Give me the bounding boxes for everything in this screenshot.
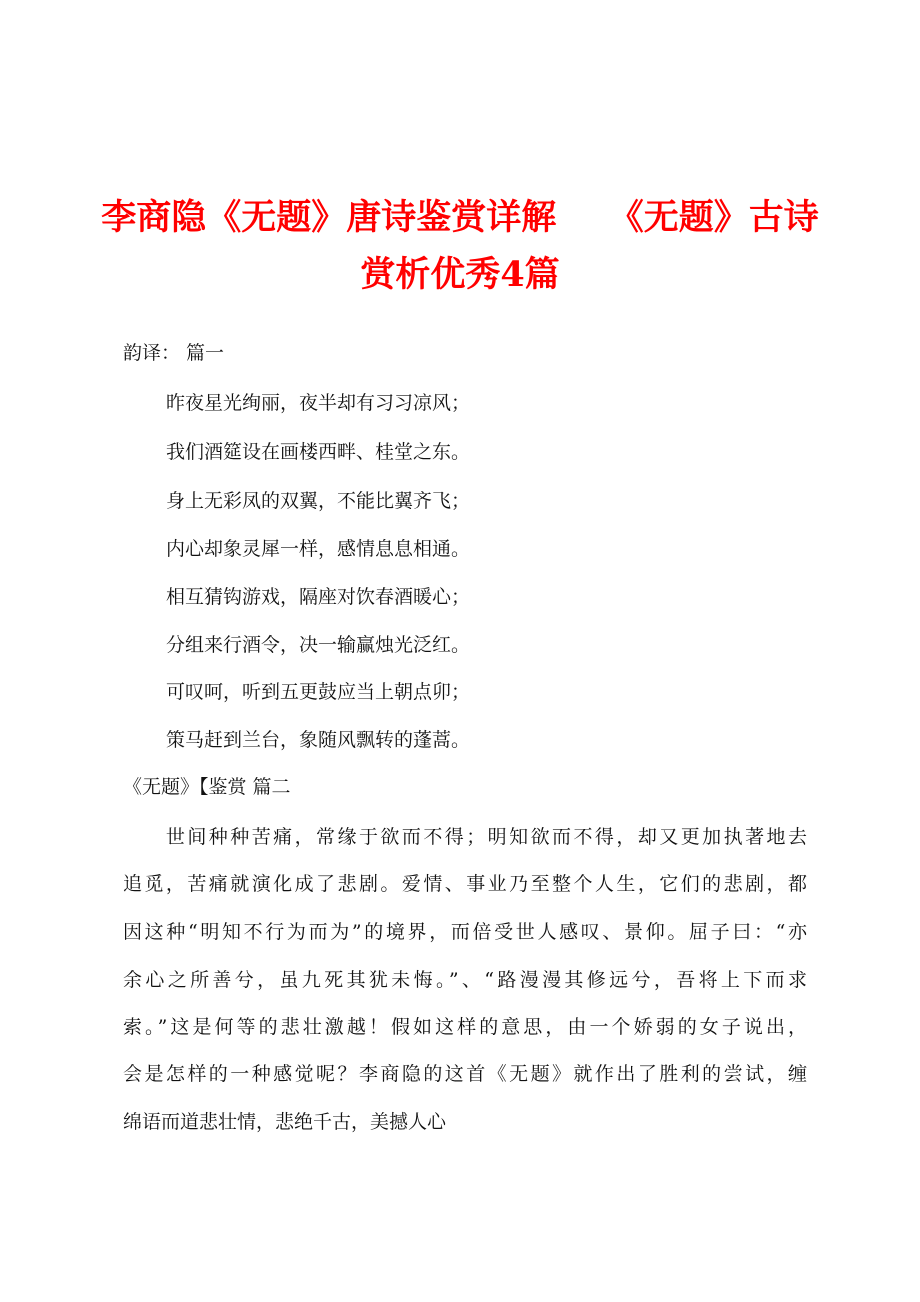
poem-line: 昨夜星光绚丽，夜半却有习习凉风； [166,392,471,414]
paragraph-line: 追觅，苦痛就演化成了悲剧。爱情、事业乃至整个人生，它们的悲剧，都 [123,873,807,895]
poem-line: 分组来行酒令，决一输赢烛光泛红。 [166,634,471,656]
poem-line: 身上无彩凤的双翼，不能比翼齐飞； [166,490,471,512]
document-title-line-1: 李商隐《无题》唐诗鉴赏详解 《无题》古诗 [101,197,819,238]
paragraph-line: 因这种“明知不行为而为”的境界，而倍受世人感叹、景仰。屈子曰：“亦 [123,921,807,943]
poem-line: 内心却象灵犀一样，感情息息相通。 [166,538,471,560]
poem-line: 策马赶到兰台，象随风飘转的蓬蒿。 [166,729,471,751]
poem-line: 我们酒筵设在画楼西畔、桂堂之东。 [166,441,471,463]
paragraph-line: 绵语而道悲壮情，悲绝千古，美撼人心 [123,1111,447,1133]
poem-line: 可叹呵，听到五更鼓应当上朝点卯； [166,681,471,703]
paragraph-line: 会是怎样的一种感觉呢？李商隐的这首《无题》就作出了胜利的尝试，缠 [123,1063,807,1085]
document-title-line-2: 赏析优秀4篇 [360,254,560,295]
paragraph-line: 余心之所善兮，虽九死其犹未悔。”、“路漫漫其修远兮，吾将上下而求 [123,969,807,991]
section-heading-2: 《无题》【鉴赏 篇二 [123,776,291,798]
paragraph-line: 索。”这是何等的悲壮激越！假如这样的意思，由一个娇弱的女子说出， [123,1016,807,1038]
section-heading-1: 韵译： 篇一 [123,342,225,364]
poem-line: 相互猜钩游戏，隔座对饮春酒暖心； [166,586,471,608]
paragraph-line: 世间种种苦痛，常缘于欲而不得；明知欲而不得，却又更加执著地去 [123,826,807,848]
